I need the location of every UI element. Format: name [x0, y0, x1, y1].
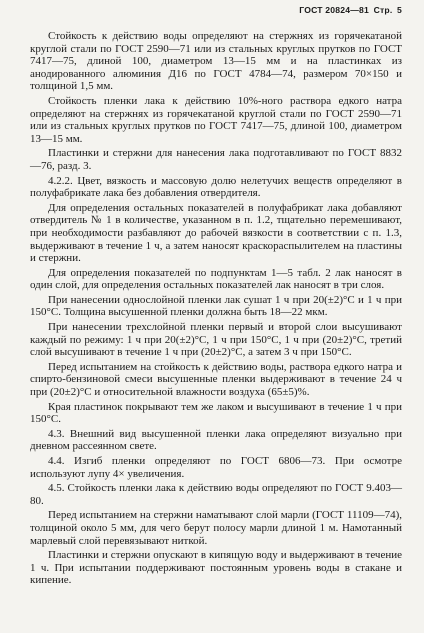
paragraph-4-5: 4.5. Стойкость пленки лака к действию воды определяют по ГОСТ 9.403—80.	[30, 482, 402, 507]
paragraph-single-layer-drying: При нанесении однослойной пленки лак сушат 1 ч при 20(±2)°С и 1 ч при 150°С. Толщина высушенной пленки должна быть 18—22 мкм.	[30, 293, 402, 319]
paragraph-gauze-wrapping: Перед испытанием на стержни наматывают слой марли (ГОСТ 11109—74), толщиной около 5 мм, для чего берут полосу марли длиной 1 м. Намотанный марлевый слой перевязывают ниткой.	[30, 509, 402, 547]
paragraph-boiling-water-test: Пластинки и стержни опускают в кипящую воду и выдерживают в течение 1 ч. При испытании поддерживают постоянным уровень воды в стакане и кипение.	[30, 549, 402, 587]
paragraph-4-4: 4.4. Изгиб пленки определяют по ГОСТ 6806—73. При осмотре используют лупу 4× увеличения.	[30, 455, 402, 480]
paragraph-edge-coating: Края пластинок покрывают тем же лаком и высушивают в течение 1 ч при 150°С.	[30, 400, 402, 426]
paragraph-alkali-resistance: Стойкость пленки лака к действию 10%-ного раствора едкого натра определяют на стержнях из горячекатаной круглой стали по ГОСТ 2590—71 или из стальных круглых прутков по ГОСТ 7417—75, длиной 100, диаметром 13—15 мм.	[30, 94, 402, 145]
document-body	[30, 30, 402, 587]
standard-number: ГОСТ 20824—81	[299, 5, 369, 15]
paragraph-hardener-addition: Для определения остальных показателей в полуфабрикат лака добавляют отвердитель № 1 в количестве, указанном в п. 1.2, тщательно перемешивают, при необходимости разбавляют до рабочей вязкости в соответствии с п. 1.3, выдерживают в течение 1 ч, а затем наносят краскораспылителем на пластины и стержни.	[30, 201, 402, 265]
paragraph-conditioning: Перед испытанием на стойкость к действию воды, раствора едкого натра и спирто-бензиновой смеси высушенные пленки выдерживают в течение 24 ч при (20±2)°С и относительной влажности воздуха (65±5)%.	[30, 360, 402, 399]
page-header	[30, 3, 402, 18]
paragraph-layer-count: Для определения показателей по подпунктам 1—5 табл. 2 лак наносят в один слой, для определения остальных показателей лак наносят в три слоя.	[30, 266, 402, 292]
page-number: 5	[397, 5, 402, 15]
paragraph-water-resistance-specimens: Стойкость к действию воды определяют на стержнях из горячекатаной круглой стали по ГОСТ 2590—71 или из стальных круглых прутков по ГОСТ 7417—75, длиной 100, диаметром 13—15 мм и на пластинках из анодированного алюминия Д16 по ГОСТ 4784—74, размером 70×150 и толщиной 1,5 мм.	[30, 30, 402, 93]
paragraph-4-2-2: 4.2.2. Цвет, вязкость и массовую долю нелетучих веществ определяют в полуфабрикате лака без добавления отвердителя.	[30, 174, 402, 200]
paragraph-specimen-preparation: Пластинки и стержни для нанесения лака подготавливают по ГОСТ 8832—76, разд. 3.	[30, 147, 402, 172]
page-label: Стр.	[373, 5, 393, 15]
paragraph-4-3: 4.3. Внешний вид высушенной пленки лака определяют визуально при дневном рассеянном свете.	[30, 427, 402, 453]
paragraph-three-layer-drying: При нанесении трехслойной пленки первый и второй слои высушивают каждый по режиму: 1 ч при 20(±2)°С, 1 ч при 150°С, 1 ч при (20±2)°С, третий слой высушивают в течение 1 ч при (20±2)°С, а затем 3 ч при 150°С.	[30, 321, 402, 359]
